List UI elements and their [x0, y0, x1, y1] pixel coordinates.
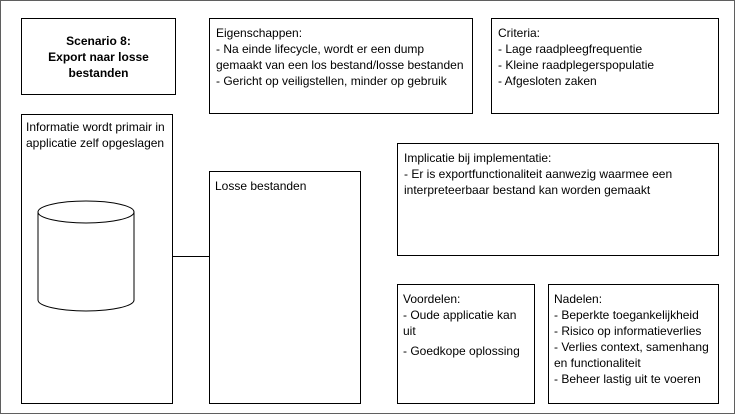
eigenschappen-list: [216, 41, 466, 89]
database-cylinder-icon: [37, 200, 135, 312]
implicatie-list: [404, 166, 712, 198]
losse-bestanden-box: [209, 171, 361, 404]
voordelen-title: Voordelen:: [403, 292, 461, 306]
voordelen-item: - Goedkope oplossing: [403, 344, 520, 358]
scenario-title-line-2: Export naar losse: [48, 49, 149, 64]
nadelen-list: [554, 307, 713, 387]
eigenschappen-item: - Na einde lifecycle, wordt er een dump gemaakt van een los bestand/losse bestanden: [216, 42, 464, 72]
voordelen-item: - Oude applicatie kan uit: [403, 308, 517, 338]
scenario-title-box: [21, 18, 176, 95]
voordelen-box: [397, 284, 535, 404]
scenario-title-line-3: bestanden: [68, 65, 129, 80]
informatie-text: Informatie wordt primair in applicatie zelf opgeslagen: [26, 120, 165, 150]
criteria-list: [498, 41, 712, 89]
implicatie-item: - Er is exportfunctionaliteit aanwezig waarmee een interpreteerbaar bestand kan worden gemaakt: [404, 167, 673, 197]
scenario-title-line-1: Scenario 8:: [66, 33, 131, 48]
implicatie-title: Implicatie bij implementatie:: [404, 151, 552, 165]
nadelen-title: Nadelen:: [554, 292, 603, 306]
implicatie-box: [397, 143, 719, 256]
criteria-item: - Afgesloten zaken: [498, 74, 597, 88]
nadelen-item: - Risico op informatieverlies: [554, 324, 702, 338]
eigenschappen-box: [209, 18, 473, 114]
eigenschappen-title: Eigenschappen:: [216, 26, 303, 40]
criteria-title: Criteria:: [498, 26, 541, 40]
scenario-title: [48, 33, 149, 81]
criteria-box: [491, 18, 719, 114]
losse-bestanden-title: Losse bestanden: [215, 179, 307, 193]
nadelen-item: - Beperkte toegankelijkheid: [554, 308, 699, 322]
nadelen-item: - Verlies context, samenhang en functionaliteit: [554, 340, 709, 370]
connector-line: [173, 256, 209, 257]
criteria-item: - Kleine raadplegerspopulatie: [498, 58, 655, 72]
eigenschappen-item: - Gericht op veiligstellen, minder op gebruik: [216, 74, 447, 88]
voordelen-list: [403, 307, 529, 359]
nadelen-item: - Beheer lastig uit te voeren: [554, 372, 701, 386]
criteria-item: - Lage raadpleegfrequentie: [498, 42, 643, 56]
nadelen-box: [548, 284, 719, 404]
